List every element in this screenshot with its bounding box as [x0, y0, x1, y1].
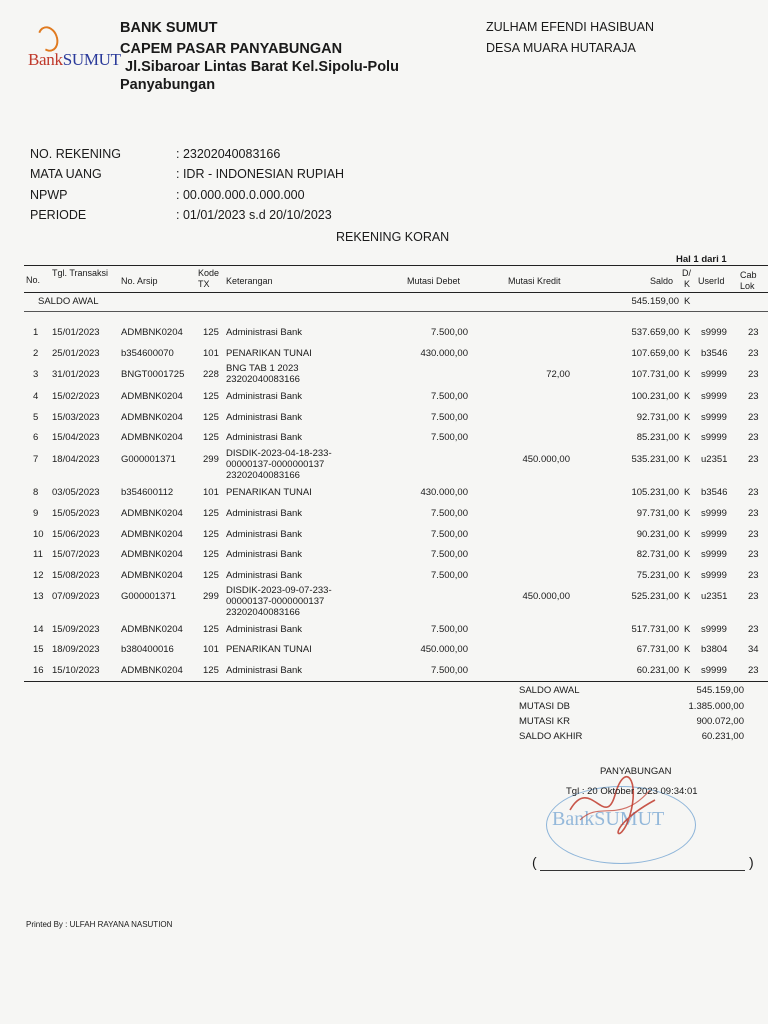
col-header-debit: Mutasi Debet	[407, 276, 461, 286]
signature-open-paren: (	[532, 854, 537, 870]
summary-credit-value: 900.072,00	[696, 716, 744, 727]
page-indicator: Hal 1 dari 1	[676, 254, 727, 265]
signature-close-paren: )	[749, 854, 754, 870]
bank-stamp-text: BankSUMUT	[552, 808, 665, 830]
signature-scribble-icon	[560, 770, 670, 840]
col-header-dk-1: D/	[682, 268, 691, 278]
summary-closing-label: SALDO AKHIR	[519, 731, 583, 742]
branch-city: Panyabungan	[120, 77, 216, 93]
summary-opening-value: 545.159,00	[696, 685, 744, 696]
bank-logo	[28, 26, 121, 80]
opening-balance-dk: K	[684, 296, 691, 307]
table-header-rule	[24, 292, 768, 293]
printed-by: Printed By : ULFAH RAYANA NASUTION	[26, 920, 173, 929]
col-header-userid: UserId	[698, 276, 725, 286]
col-header-code-1: Kode	[198, 268, 220, 278]
col-header-dk-2: K	[684, 279, 691, 289]
summary-closing-value: 60.231,00	[701, 731, 744, 742]
signature-line	[540, 870, 745, 871]
account-owner-address: DESA MUARA HUTARAJA	[486, 41, 636, 55]
period-value: : 01/01/2023 s.d 20/10/2023	[176, 208, 332, 222]
opening-balance-label: SALDO AWAL	[38, 296, 99, 307]
account-number-label: NO. REKENING	[30, 147, 121, 161]
col-header-date: Tgl. Transaksi	[52, 268, 109, 278]
currency-value: : IDR - INDONESIAN RUPIAH	[176, 167, 345, 181]
document-title: REKENING KORAN	[336, 230, 450, 244]
bank-name: BANK SUMUT	[120, 20, 218, 36]
table-top-rule	[24, 265, 768, 266]
currency-label: MATA UANG	[30, 167, 102, 181]
col-header-branch-1: Cab	[740, 270, 757, 280]
col-header-description: Keterangan	[226, 276, 273, 286]
col-header-branch-2: Lok	[740, 281, 755, 291]
summary-credit-label: MUTASI KR	[519, 716, 571, 727]
summary-debit-label: MUTASI DB	[519, 701, 571, 712]
col-header-balance: Saldo	[650, 276, 674, 286]
branch-name: CAPEM PASAR PANYABUNGAN	[120, 41, 343, 57]
npwp-label: NPWP	[30, 188, 68, 202]
summary-opening-label: SALDO AWAL	[519, 685, 580, 696]
summary-debit-value: 1.385.000,00	[688, 701, 744, 712]
col-header-no: No.	[26, 275, 41, 285]
col-header-archive: No. Arsip	[121, 276, 158, 286]
opening-balance-value: 545.159,00	[631, 296, 679, 307]
account-owner-name: ZULHAM EFENDI HASIBUAN	[486, 20, 655, 34]
logo-wordmark: BankSUMUT	[28, 50, 121, 69]
col-header-code-2: TX	[198, 279, 210, 289]
npwp-value: : 00.000.000.0.000.000	[176, 188, 305, 202]
period-label: PERIODE	[30, 208, 87, 222]
col-header-credit: Mutasi Kredit	[508, 276, 561, 286]
table-bottom-rule	[24, 681, 768, 682]
signature-place: PANYABUNGAN	[600, 766, 672, 777]
signature-date: Tgl : 20 Oktober 2023 09:34:01	[566, 786, 698, 797]
branch-address: Jl.Sibaroar Lintas Barat Kel.Sipolu-Polu	[125, 59, 399, 75]
account-number-value: : 23202040083166	[176, 147, 281, 161]
opening-rule	[24, 311, 768, 312]
